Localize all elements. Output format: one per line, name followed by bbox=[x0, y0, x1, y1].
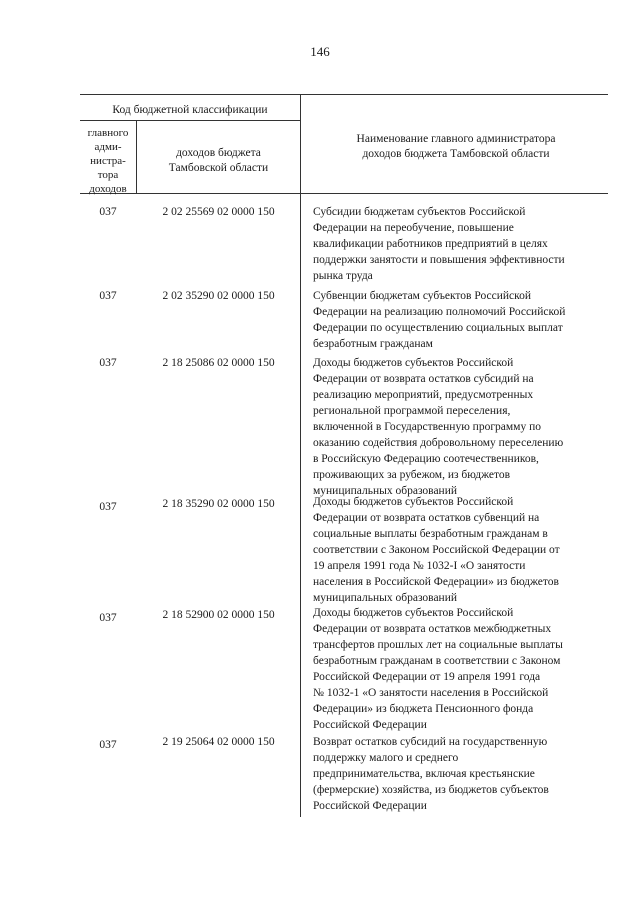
row-budget-code: 2 18 52900 02 0000 150 bbox=[162, 609, 275, 621]
header-income-column: доходов бюджета Тамбовской области bbox=[168, 147, 269, 174]
row-description: Возврат остатков субсидий на государственную поддержку малого и среднего предпринимательства, включая крестьянские (фермерские) хозяйства, из бюджетов субъектов Российской Федерации bbox=[313, 736, 549, 812]
row-description: Доходы бюджетов субъектов Российской Федерации от возврата остатков субсидий на реализацию мероприятий, предусмотренных региональной программой переселения, включенной в Государственную программу по оказанию содействия добровольному переселению в Российскую Федерацию соотечественников, проживающих за рубежом, из бюджетов муниципальных образований bbox=[313, 357, 564, 497]
row-admin-code: 037 bbox=[99, 206, 117, 218]
row-admin-code: 037 bbox=[99, 357, 117, 369]
row-admin-code: 037 bbox=[99, 290, 117, 302]
row-description: Субвенции бюджетам субъектов Российской Федерации на реализацию полномочий Российской Федерации по осуществлению социальных выплат безработным гражданам bbox=[313, 290, 566, 350]
page-number: 146 bbox=[310, 44, 330, 59]
header-group-title: Код бюджетной классификации bbox=[112, 104, 268, 116]
row-budget-code: 2 02 25569 02 0000 150 bbox=[162, 206, 275, 218]
row-description: Субсидии бюджетам субъектов Российской Федерации на переобучение, повышение квалификации работников предприятий в целях поддержки занятости и повышения эффективности рынка труда bbox=[313, 206, 565, 282]
row-description: Доходы бюджетов субъектов Российской Федерации от возврата остатков субвенций на социальные выплаты безработным гражданам в соответствии с Законом Российской Федерации от 19 апреля 1991 года № 1032-I «О занятости населения в Российской Федерации» из бюджетов муниципальных образований bbox=[313, 496, 560, 604]
row-admin-code: 037 bbox=[99, 501, 117, 513]
row-budget-code: 2 02 35290 02 0000 150 bbox=[162, 290, 275, 302]
header-admin-column: главного адми- нистра- тора доходов bbox=[87, 127, 129, 195]
row-budget-code: 2 18 35290 02 0000 150 bbox=[162, 498, 275, 510]
row-budget-code: 2 18 25086 02 0000 150 bbox=[162, 357, 275, 369]
header-name-column: Наименование главного администратора доходов бюджета Тамбовской области bbox=[356, 133, 556, 160]
row-admin-code: 037 bbox=[99, 612, 117, 624]
row-budget-code: 2 19 25064 02 0000 150 bbox=[162, 736, 275, 748]
row-admin-code: 037 bbox=[99, 739, 117, 751]
row-description: Доходы бюджетов субъектов Российской Федерации от возврата остатков межбюджетных трансфертов прошлых лет на социальные выплаты безработным гражданам в соответствии с Законом Российской Федерации от 19 апреля 1991 года № 1032-1 «О занятости населения в Российской Федерации» из бюджета Пенсионного фонда Российской Федерации bbox=[313, 607, 563, 731]
